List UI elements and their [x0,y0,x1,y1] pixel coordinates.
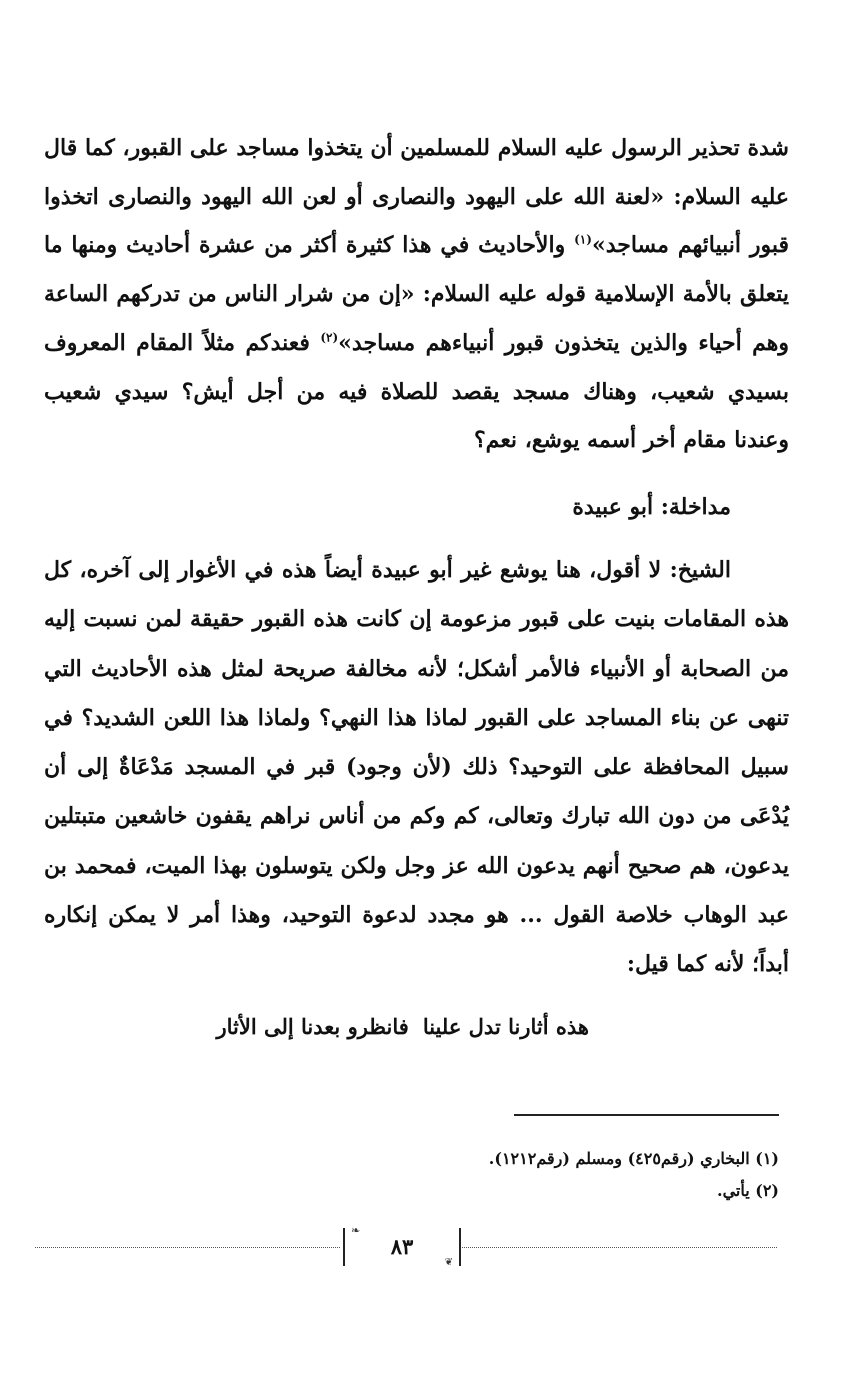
footer-dotted-rule-left [35,1247,340,1248]
footnotes [279,1143,779,1207]
para2-line: التي تنهى عن بناء المساجد على القبور لماذا هذا النهي؟ ولماذا هذا اللعن [44,655,789,731]
para1-line: اتخذوا قبور أنبيائهم مساجد» [44,183,789,259]
verse-second-hemistich: فانظرو بعدنا إلى الأثار [216,1014,409,1039]
para2-line: خاشعين متبتلين يدعون، هم صحيح أنهم يدعون الله عز وجل ولكن يتوسلون [44,803,789,879]
footnote-marker-1: (١) [574,233,592,248]
para2-line: الشديد؟ في سبيل المحافظة على التوحيد؟ ذلك (لأن وجود) قبر في المسجد [44,704,789,781]
footnote-separator [514,1114,779,1116]
para1-line: شدة تحذير الرسول عليه السلام للمسلمين أن يتخذوا مساجد على القبور، كما [84,135,789,161]
para2-line: هذه المقامات بنيت على قبور مزعومة إن كانت هذه القبور حقيقة لمن نسبت إليه [44,606,789,633]
para2-line: الشيخ: لا أقول، هنا يوشع غير أبو عبيدة أيضاً هذه في الأغوار إلى آخره، كل [44,557,731,583]
para1-line: المعروف بسيدي شعيب، وهناك مسجد يقصد للصلاة فيه من أجل أيش؟ سيدي [44,329,789,405]
verse-first-hemistich: هذه أثارنا تدل علينا [422,1014,589,1039]
para2-line: من الصحابة أو الأنبياء فالأمر أشكل؛ لأنه مخالفة صريحة لمثل هذه الأحاديث [91,655,789,682]
para1-line: شعيب وعندنا مقام أخر أسمه يوشع، نعم؟ [44,378,789,454]
para1-line: قال عليه السلام: «لعنة الله على اليهود والنصارى أو لعن الله اليهود والنصارى [44,135,789,210]
paragraph-2 [44,546,789,990]
para2-line: بهذا الميت، فمحمد بن عبد الوهاب خلاصة القول ... هو مجدد لدعوة التوحيد، [44,852,789,929]
para1-line: الساعة وهم أحياء والذين يتخذون قبور أنبياءهم مساجد» [44,281,789,356]
para1-line: والأحاديث في هذا كثيرة أكثر من عشرة أحاديث [126,232,575,259]
interjection-text: أبو عبيدة [572,494,661,520]
para1-line: ومنها ما يتعلق بالأمة الإسلامية قوله عليه السلام: «إن من شرار الناس من تدركهم [44,232,789,308]
interjection-label: مداخلة: [660,494,731,520]
paragraph-1 [44,124,789,465]
page-number: ٨٣ [390,1234,414,1259]
interjection [572,487,731,527]
ornament-icon: ❦ [444,1257,453,1268]
para2-line: مَدْعَاةٌ إلى أن يُدْعَى من دون الله تبارك وتعالى، كم وكم من أناس نراهم يقفون [44,754,789,830]
ornament-icon: ❧ [351,1224,362,1237]
footnote-marker-2: (٢) [320,330,339,345]
footer-dotted-rule-right [462,1247,777,1248]
footnote-2: (٢) يأتي. [717,1181,779,1200]
page-number-frame [343,1224,461,1268]
footnote-1: (١) البخاري (رقم٤٢٥) ومسلم (رقم١٢١٢). [488,1149,779,1168]
para1-line: فعندكم مثلاً المقام [136,329,321,356]
poetry-verse [216,1012,589,1042]
para2-line: وهذا أمر لا يمكن إنكاره أبداً؛ لأنه كما قيل: [44,902,789,978]
